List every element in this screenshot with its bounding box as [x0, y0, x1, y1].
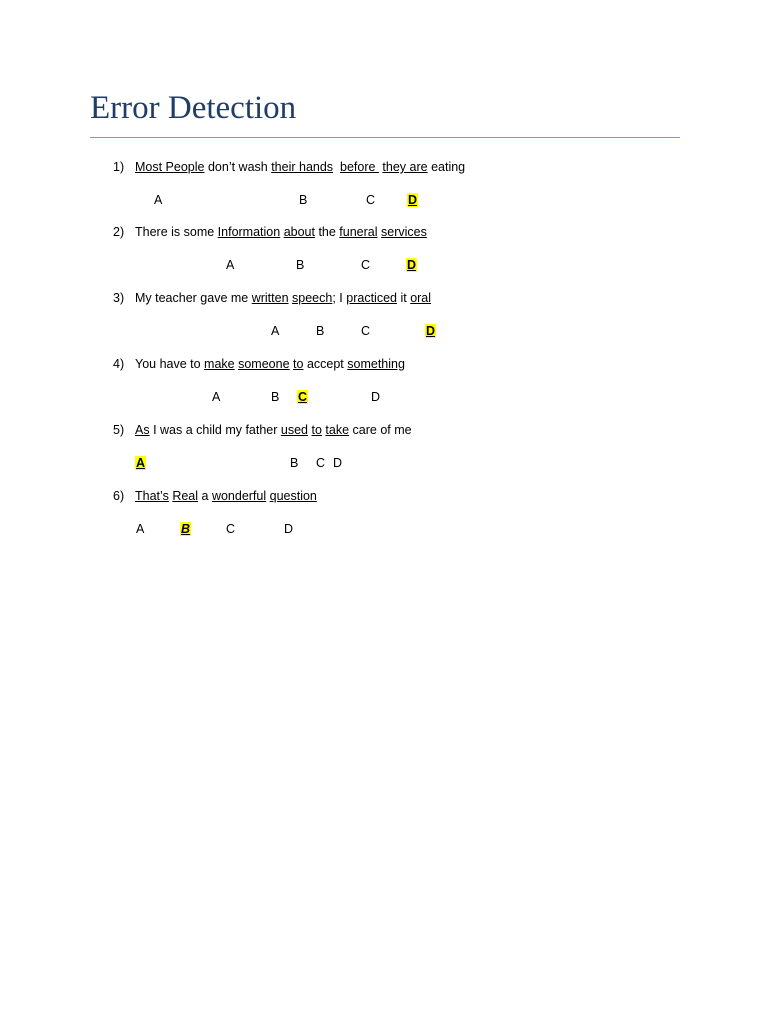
question-number: 4): [113, 357, 125, 371]
sentence-segment: a: [198, 489, 212, 503]
option-d-label: [406, 259, 417, 272]
underlined-segment: they are: [382, 160, 428, 174]
sentence-segment: ; I: [332, 291, 347, 305]
option-d-label: [425, 325, 436, 338]
option-c-label: C: [361, 258, 371, 272]
question-sentence: [135, 490, 317, 503]
underlined-segment: used: [280, 423, 309, 437]
sentence-segment: eating: [427, 160, 466, 174]
underlined-segment: oral: [410, 291, 432, 305]
underlined-segment: about: [283, 225, 315, 239]
sentence-segment: accept: [303, 357, 348, 371]
sentence-segment: it: [396, 291, 411, 305]
option-a-label: A: [154, 193, 163, 207]
underlined-segment: their hands: [271, 160, 334, 174]
sentence-segment: There is some: [135, 225, 218, 239]
option-c-label: C: [366, 193, 376, 207]
option-b-label: B: [290, 456, 299, 470]
question-number: 1): [113, 160, 125, 174]
option-d-label: D: [371, 390, 381, 404]
option-b-label: B: [271, 390, 280, 404]
option-c-label: [297, 391, 308, 404]
sentence-segment: don’t wash: [204, 160, 272, 174]
option-b-label: [180, 523, 191, 536]
option-c-label: C: [316, 456, 326, 470]
underlined-segment: practiced: [346, 291, 397, 305]
question-number: 5): [113, 423, 125, 437]
underlined-segment: wonderful: [211, 489, 267, 503]
underlined-segment: funeral: [339, 225, 378, 239]
option-d-label: D: [333, 456, 343, 470]
underlined-segment: something: [347, 357, 405, 371]
option-b-label: B: [299, 193, 308, 207]
highlighted-answer: D: [407, 258, 417, 272]
sentence-segment: My teacher gave me: [135, 291, 252, 305]
sentence-segment: care of me: [349, 423, 412, 437]
question-number: 6): [113, 489, 125, 503]
underlined-segment: question: [269, 489, 317, 503]
highlighted-answer: D: [408, 193, 418, 207]
underlined-segment: Most People: [135, 160, 205, 174]
underlined-segment: make: [204, 357, 235, 371]
option-a-label: A: [136, 522, 145, 536]
question-number: 3): [113, 291, 125, 305]
question-sentence: [135, 226, 427, 239]
question-sentence: [135, 358, 405, 371]
underlined-segment: Information: [217, 225, 281, 239]
question-number: 2): [113, 225, 125, 239]
underlined-segment: Real: [172, 489, 199, 503]
option-b-label: B: [296, 258, 305, 272]
option-d-label: [407, 194, 418, 207]
highlighted-answer: A: [136, 456, 146, 470]
underlined-segment: written: [251, 291, 289, 305]
option-a-label: A: [212, 390, 221, 404]
option-a-label: A: [271, 324, 280, 338]
sentence-segment: the: [314, 225, 340, 239]
sentence-segment: You have to: [135, 357, 205, 371]
highlighted-answer: D: [426, 324, 436, 338]
title-underline-rule: [90, 137, 680, 138]
underlined-segment: services: [381, 225, 427, 239]
option-a-label: A: [226, 258, 235, 272]
underlined-segment: to: [311, 423, 322, 437]
option-c-label: C: [226, 522, 236, 536]
sentence-segment: [333, 160, 340, 174]
underlined-segment: before: [340, 160, 379, 174]
option-d-label: D: [284, 522, 294, 536]
question-sentence: [135, 161, 465, 174]
option-b-label: B: [316, 324, 325, 338]
option-a-label: [135, 457, 146, 470]
underlined-segment: As: [135, 423, 150, 437]
document-title: Error Detection: [90, 90, 297, 126]
underlined-segment: someone: [238, 357, 290, 371]
sentence-segment: I was a child my father: [149, 423, 281, 437]
underlined-segment: take: [325, 423, 350, 437]
underlined-segment: speech: [292, 291, 333, 305]
underlined-segment: to: [293, 357, 304, 371]
underlined-segment: That’s: [135, 489, 169, 503]
question-sentence: [135, 424, 412, 437]
question-sentence: [135, 292, 431, 305]
option-c-label: C: [361, 324, 371, 338]
highlighted-answer: C: [298, 390, 308, 404]
highlighted-answer: B: [181, 522, 191, 536]
